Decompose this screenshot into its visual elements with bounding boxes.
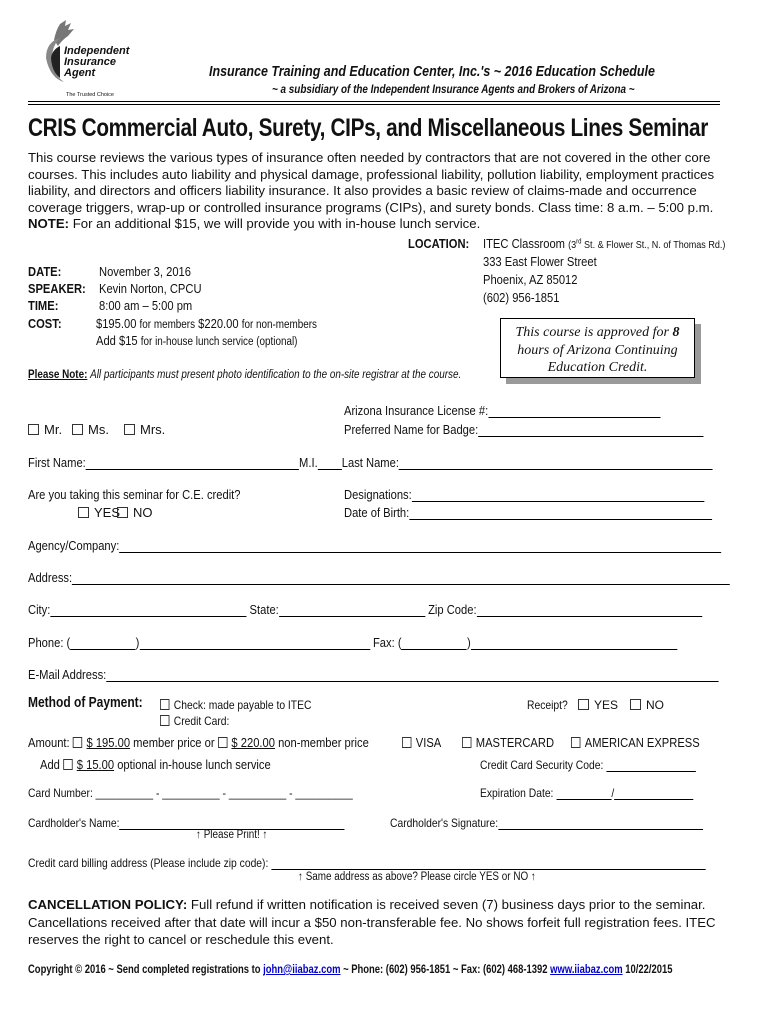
time-label: TIME: <box>28 298 59 313</box>
check-checkbox[interactable] <box>160 699 169 710</box>
time-value: 8:00 am – 5:00 pm <box>99 298 193 313</box>
billing-address-field[interactable]: Credit card billing address (Please include zip code): <box>28 856 770 870</box>
location-label: LOCATION: <box>408 236 470 251</box>
location-city: Phoenix, AZ 85012 <box>483 272 578 287</box>
ce-yes[interactable]: YES <box>78 505 120 520</box>
card-number-field[interactable]: Card Number: __________ - __________ - __________ - __________ <box>28 786 353 800</box>
independent-agent-logo <box>38 18 148 98</box>
svg-text:Independent: Independent <box>64 45 130 57</box>
lunch-checkbox[interactable] <box>63 759 72 770</box>
course-description: This course reviews the various types of insurance often needed by contractors that are not covered in the other core courses. This includes auto liability and physical damage, professional liability, pollution liability, employment practices liability, and directors and officers liability insurance. It also provides a basic review of claims-made and occurrence coverage triggers, wrap-up or controlled insurance programs (CIPs), and surety bonds. Class time: 8 a.m. – 5:00 p.m. NOTE: For an additional $15, we will provide you with in-house lunch service. <box>28 150 715 232</box>
salutation-mrs[interactable]: Mrs. <box>124 422 165 437</box>
date-value: November 3, 2016 <box>99 264 191 279</box>
pay-by-credit[interactable]: Credit Card: <box>160 714 241 728</box>
mastercard-checkbox[interactable] <box>462 737 471 748</box>
receipt-question: Receipt? <box>527 698 568 712</box>
payment-heading: Method of Payment: <box>28 694 143 711</box>
same-address-question: ↑ Same address as above? Please circle YES or NO ↑ <box>298 871 536 883</box>
location-phone: (602) 956-1851 <box>483 290 560 305</box>
name-row[interactable]: First Name: M.I. Last Name: <box>28 455 770 470</box>
footer: Copyright © 2016 ~ Send completed registrations to john@iiabaz.com ~ Phone: (602) 956-1851 ~ Fax: (602) 468-1392 www.iiabaz.com 10/22/2015 <box>28 964 673 976</box>
dob-field[interactable]: Date of Birth: <box>344 505 770 520</box>
ms-checkbox[interactable] <box>72 424 83 435</box>
ce-approval-box: This course is approved for 8 hours of Arizona Continuing Education Credit. <box>500 318 695 378</box>
card-mastercard[interactable]: MASTERCARD <box>462 735 569 750</box>
phone-field[interactable] <box>139 637 369 650</box>
up-arrow-icon: ↑ <box>196 829 201 841</box>
mr-checkbox[interactable] <box>28 424 39 435</box>
eagle-logo-icon <box>38 18 148 98</box>
subsidiary-line: ~ a subsidiary of the Independent Insurance Agents and Brokers of Arizona ~ <box>272 84 635 96</box>
amount-nonmember-checkbox[interactable] <box>218 737 227 748</box>
agency-field[interactable]: Agency/Company: <box>28 538 770 553</box>
registration-email-link[interactable]: john@iiabaz.com <box>263 964 341 976</box>
receipt-yes-checkbox[interactable] <box>578 699 589 710</box>
card-visa[interactable]: VISA <box>402 735 448 750</box>
seminar-title: CRIS Commercial Auto, Surety, CIPs, and Miscellaneous Lines Seminar <box>28 114 709 142</box>
phone-fax-row[interactable]: Phone: ( ) Fax: ( ) <box>28 635 770 650</box>
up-arrow-icon: ↑ <box>262 829 268 841</box>
license-field[interactable]: Arizona Insurance License #: <box>344 403 712 418</box>
please-print: ↑ Please Print! ↑ <box>196 829 268 841</box>
speaker-value: Kevin Norton, CPCU <box>99 281 202 296</box>
svg-text:The Trusted Choice: The Trusted Choice <box>66 92 114 98</box>
lunch-add: Add $15 for in-house lunch service (optional) <box>96 333 298 348</box>
svg-text:Insurance: Insurance <box>64 56 116 68</box>
salutation-ms[interactable]: Ms. <box>72 422 109 437</box>
location-street: 333 East Flower Street <box>483 254 597 269</box>
cost-label: COST: <box>28 316 62 331</box>
designations-field[interactable]: Designations: <box>344 487 763 502</box>
up-arrow-icon: ↑ <box>298 871 303 883</box>
speaker-label: SPEAKER: <box>28 281 86 296</box>
last-name-field[interactable] <box>399 457 713 470</box>
ce-yes-checkbox[interactable] <box>78 507 89 518</box>
card-amex[interactable]: AMERICAN EXPRESS <box>571 735 721 750</box>
badge-name-field[interactable]: Preferred Name for Badge: <box>344 422 762 437</box>
receipt-no-checkbox[interactable] <box>630 699 641 710</box>
photo-id-note: Please Note: All participants must present photo identification to the on-site registrar at the course. <box>28 369 462 381</box>
email-field[interactable]: E-Mail Address: <box>28 667 770 682</box>
lunch-add-row: Add $ 15.00 optional in-house lunch service <box>40 757 271 772</box>
cardholder-signature-field[interactable]: Cardholder's Signature: <box>390 816 754 830</box>
expiration-field[interactable]: Expiration Date: / <box>480 786 728 800</box>
schedule-header: Insurance Training and Education Center, Inc.'s ~ 2016 Education Schedule <box>209 64 655 80</box>
cardholder-name-field[interactable]: Cardholder's Name: <box>28 816 396 830</box>
receipt-no[interactable]: NO <box>630 698 664 712</box>
first-name-field[interactable] <box>86 457 299 470</box>
header-rule-bottom <box>28 104 720 105</box>
header-rule-top <box>28 101 720 102</box>
cancellation-policy: CANCELLATION POLICY: Full refund if written notification is received seven (7) business days prior to the seminar. Cancellations received after that date will incur a $50 non-transferable fee. No shows forfeit full registration fees. ITEC reserves the right to cancel or reschedule this event. <box>28 897 716 947</box>
mi-field[interactable] <box>318 457 342 470</box>
ce-no-checkbox[interactable] <box>117 507 128 518</box>
pay-by-check[interactable]: Check: made payable to ITEC <box>160 698 336 712</box>
date-label: DATE: <box>28 264 62 279</box>
cost-value: $195.00 for members $220.00 for non-members <box>96 316 318 331</box>
receipt-yes[interactable]: YES <box>578 698 618 712</box>
ce-no[interactable]: NO <box>117 505 153 520</box>
zip-field[interactable] <box>477 604 702 617</box>
website-link[interactable]: www.iiabaz.com <box>550 964 623 976</box>
city-field[interactable] <box>50 604 246 617</box>
salutation-mr[interactable]: Mr. <box>28 422 62 437</box>
svg-text:Agent: Agent <box>64 67 96 79</box>
amount-member-checkbox[interactable] <box>73 737 82 748</box>
amount-row: Amount: $ 195.00 member price or $ 220.00 non-member price <box>28 735 369 750</box>
fax-field[interactable] <box>471 637 677 650</box>
visa-checkbox[interactable] <box>402 737 411 748</box>
location-place: ITEC Classroom (3rd St. & Flower St., N. of Thomas Rd.) <box>483 236 726 251</box>
amex-checkbox[interactable] <box>571 737 580 748</box>
city-state-zip-row[interactable]: City: State: Zip Code: <box>28 602 770 617</box>
credit-checkbox[interactable] <box>160 715 169 726</box>
ce-question: Are you taking this seminar for C.E. credit? <box>28 487 241 502</box>
up-arrow-icon: ↑ <box>530 871 536 883</box>
security-code-field[interactable]: Credit Card Security Code: <box>480 758 731 772</box>
mrs-checkbox[interactable] <box>124 424 135 435</box>
state-field[interactable] <box>279 604 425 617</box>
address-field[interactable]: Address: <box>28 570 770 585</box>
